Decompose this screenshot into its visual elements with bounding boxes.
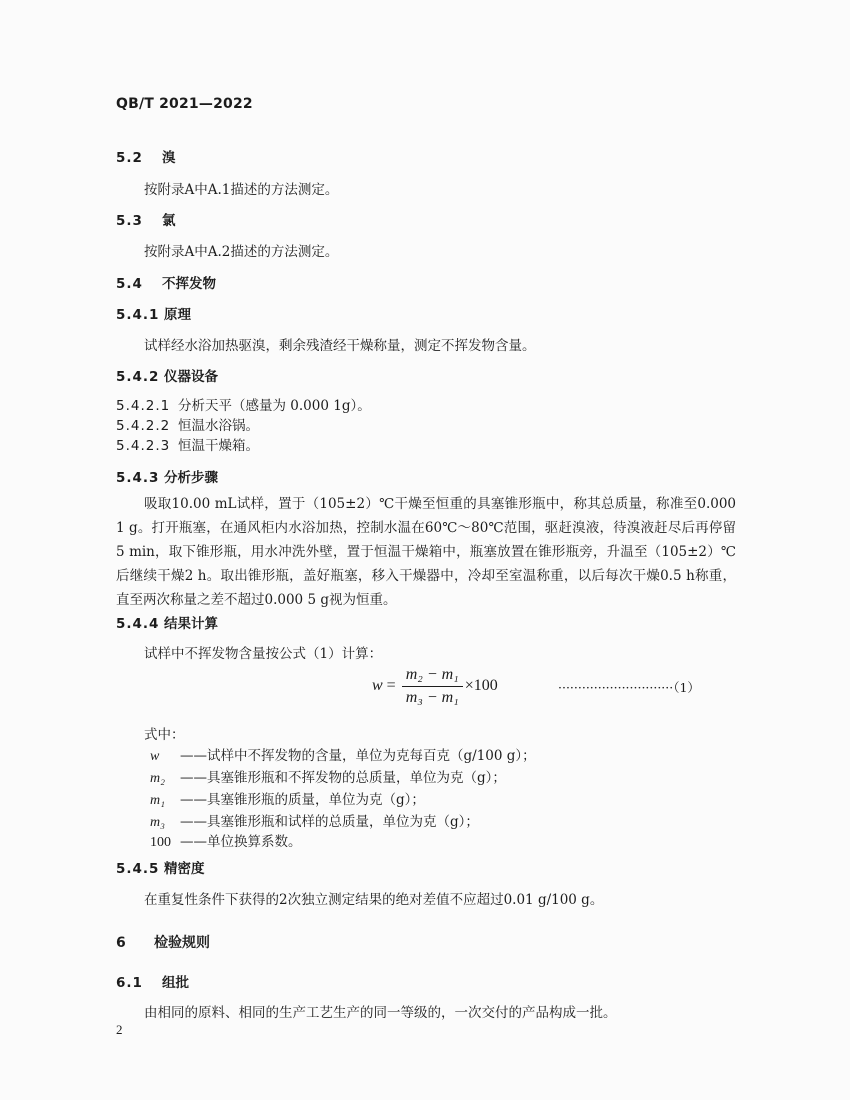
paragraph-5-3: 按附录A中A.2描述的方法测定。 <box>144 244 339 260</box>
page-number: 2 <box>116 1022 123 1037</box>
symbol: m₁ <box>150 793 165 808</box>
heading-title: 氯 <box>162 213 176 229</box>
list-item-5-4-2-1 <box>116 394 371 414</box>
heading-number: 5.4.2 <box>116 369 160 385</box>
paragraph-5-4-3: 吸取10.00 mL试样，置于（105±2）℃干燥至恒重的具塞锥形瓶中，称其总质量，称准至0.000 1 g。打开瓶塞，在通风柜内水浴加热，控制水温在60℃～80℃范围，驱赶溴液，待溴液赶尽后再停留5 min，取下锥形瓶，用水冲洗外壁，置于恒温干燥箱中，瓶塞放置在锥形瓶旁，升温至（105±2）℃后继续干燥2 h。取出锥形瓶，盖好瓶塞，移入干燥器中，冷却至室温称重，以后每次干燥0.5 h称重，直至两次称量之差不超过0.000 5 g视为恒重。 <box>116 496 736 608</box>
item-number: 5.4.2.2 <box>116 418 171 434</box>
symbol-desc: ——单位换算系数。 <box>180 834 302 850</box>
item-text: 分析天平（感量为 0.000 1g）。 <box>178 398 371 414</box>
paragraph-5-2: 按附录A中A.1描述的方法测定。 <box>144 182 339 198</box>
symbol-desc: ——具塞锥形瓶和不挥发物的总质量，单位为克（g）； <box>180 770 506 786</box>
formula-denominator: m₃ − m₁ <box>405 689 459 706</box>
where-item-m2 <box>150 766 506 787</box>
heading-title: 组批 <box>162 975 189 991</box>
heading-title: 不挥发物 <box>162 276 216 292</box>
symbol: m₂ <box>150 771 165 786</box>
where-item-100 <box>150 830 302 851</box>
where-label: 式中： <box>144 727 185 743</box>
standard-number: QB/T 2021—2022 <box>116 96 253 112</box>
heading-number: 5.4.4 <box>116 616 160 632</box>
heading-5-4-4 <box>116 612 218 632</box>
heading-title: 溴 <box>162 150 176 166</box>
symbol-desc: ——具塞锥形瓶的质量，单位为克（g）； <box>180 792 425 808</box>
heading-number: 5.4 <box>116 276 143 292</box>
heading-5-3 <box>116 209 176 229</box>
formula-fraction <box>402 666 463 707</box>
heading-5-2 <box>116 146 176 166</box>
heading-number: 6.1 <box>116 975 143 991</box>
equation-label: ·····························（1） <box>558 680 700 695</box>
paragraph-5-4-1: 试样经水浴加热驱溴，剩余残渣经干燥称量，测定不挥发物含量。 <box>144 338 536 354</box>
formula-intro: 试样中不挥发物含量按公式（1）计算： <box>144 646 383 662</box>
paragraph-5-4-5: 在重复性条件下获得的2次独立测定结果的绝对差值不应超过0.01 g/100 g。 <box>144 892 604 908</box>
heading-title: 精密度 <box>164 861 205 877</box>
paragraph-6-1: 由相同的原料、相同的生产工艺生产的同一等级的，一次交付的产品构成一批。 <box>144 1005 617 1021</box>
heading-number: 5.3 <box>116 213 143 229</box>
heading-5-4-1 <box>116 303 191 323</box>
symbol: m₃ <box>150 815 165 830</box>
heading-title: 结果计算 <box>164 616 218 632</box>
heading-number: 5.4.1 <box>116 307 160 323</box>
formula-lhs: w <box>372 677 383 695</box>
item-text: 恒温干燥箱。 <box>178 438 259 454</box>
where-item-w <box>150 744 536 765</box>
symbol: 100 <box>150 835 171 850</box>
heading-6-1 <box>116 971 189 991</box>
formula-multiplier: ×100 <box>464 677 498 695</box>
heading-title: 原理 <box>164 307 191 323</box>
heading-title: 分析步骤 <box>164 470 218 486</box>
symbol-desc: ——试样中不挥发物的含量，单位为克每百克（g/100 g）； <box>180 748 536 764</box>
list-item-5-4-2-3 <box>116 434 259 454</box>
heading-5-4-5 <box>116 857 205 877</box>
formula-numerator: m₂ − m₁ <box>402 666 463 687</box>
symbol: w <box>150 749 160 764</box>
where-item-m1 <box>150 788 425 809</box>
item-number: 5.4.2.3 <box>116 438 171 454</box>
item-number: 5.4.2.1 <box>116 398 171 414</box>
formula-equals: = <box>386 677 396 695</box>
heading-title: 检验规则 <box>154 935 210 951</box>
heading-number: 5.4.5 <box>116 861 160 877</box>
where-item-m3 <box>150 810 479 831</box>
heading-5-4 <box>116 272 216 292</box>
heading-5-4-2 <box>116 365 218 385</box>
symbol-desc: ——具塞锥形瓶和试样的总质量，单位为克（g）； <box>180 814 479 830</box>
heading-number: 5.4.3 <box>116 470 160 486</box>
formula-1 <box>372 666 498 707</box>
heading-title: 仪器设备 <box>164 369 218 385</box>
heading-number: 6 <box>116 935 127 951</box>
item-text: 恒温水浴锅。 <box>178 418 259 434</box>
list-item-5-4-2-2 <box>116 414 259 434</box>
heading-number: 5.2 <box>116 150 143 166</box>
heading-6 <box>116 932 210 952</box>
heading-5-4-3 <box>116 466 218 486</box>
